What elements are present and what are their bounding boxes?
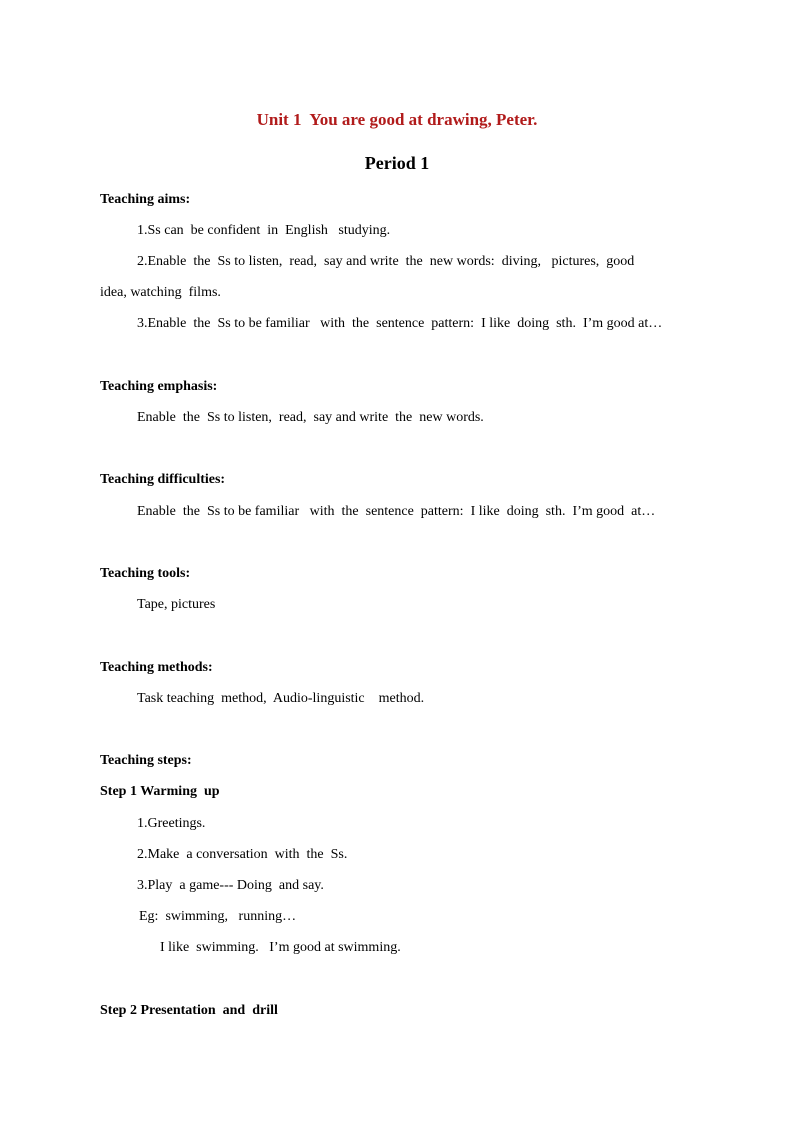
step1-heading: Step 1 Warming up bbox=[100, 784, 220, 799]
step1-example: Eg: swimming, running… bbox=[139, 909, 297, 924]
emphasis-text: Enable the Ss to listen, read, say and write the new words. bbox=[137, 410, 484, 425]
step2-heading: Step 2 Presentation and drill bbox=[100, 1003, 278, 1018]
step1-item: 2.Make a conversation with the Ss. bbox=[137, 847, 348, 862]
period-title: Period 1 bbox=[364, 153, 430, 173]
aims-heading: Teaching aims: bbox=[100, 192, 191, 207]
methods-text: Task teaching method, Audio-linguistic method. bbox=[137, 691, 425, 706]
tools-text: Tape, pictures bbox=[137, 597, 216, 612]
difficulties-heading: Teaching difficulties: bbox=[100, 472, 226, 487]
aim-item-continuation: idea, watching films. bbox=[100, 285, 221, 300]
step1-item: 1.Greetings. bbox=[137, 816, 206, 831]
aim-item: 3.Enable the Ss to be familiar with the sentence pattern: I like doing sth. I’m good at… bbox=[137, 316, 663, 331]
tools-heading: Teaching tools: bbox=[100, 566, 191, 581]
step1-example-sentence: I like swimming. I’m good at swimming. bbox=[160, 940, 401, 955]
difficulties-text: Enable the Ss to be familiar with the sentence pattern: I like doing sth. I’m good at… bbox=[137, 504, 656, 519]
steps-heading: Teaching steps: bbox=[100, 753, 192, 768]
unit-title: Unit 1 You are good at drawing, Peter. bbox=[256, 110, 538, 129]
methods-heading: Teaching methods: bbox=[100, 660, 213, 675]
step1-item: 3.Play a game--- Doing and say. bbox=[137, 878, 324, 893]
aim-item: 1.Ss can be confident in English studying. bbox=[137, 223, 391, 238]
aim-item: 2.Enable the Ss to listen, read, say and write the new words: diving, pictures, good bbox=[137, 254, 635, 269]
emphasis-heading: Teaching emphasis: bbox=[100, 379, 218, 394]
